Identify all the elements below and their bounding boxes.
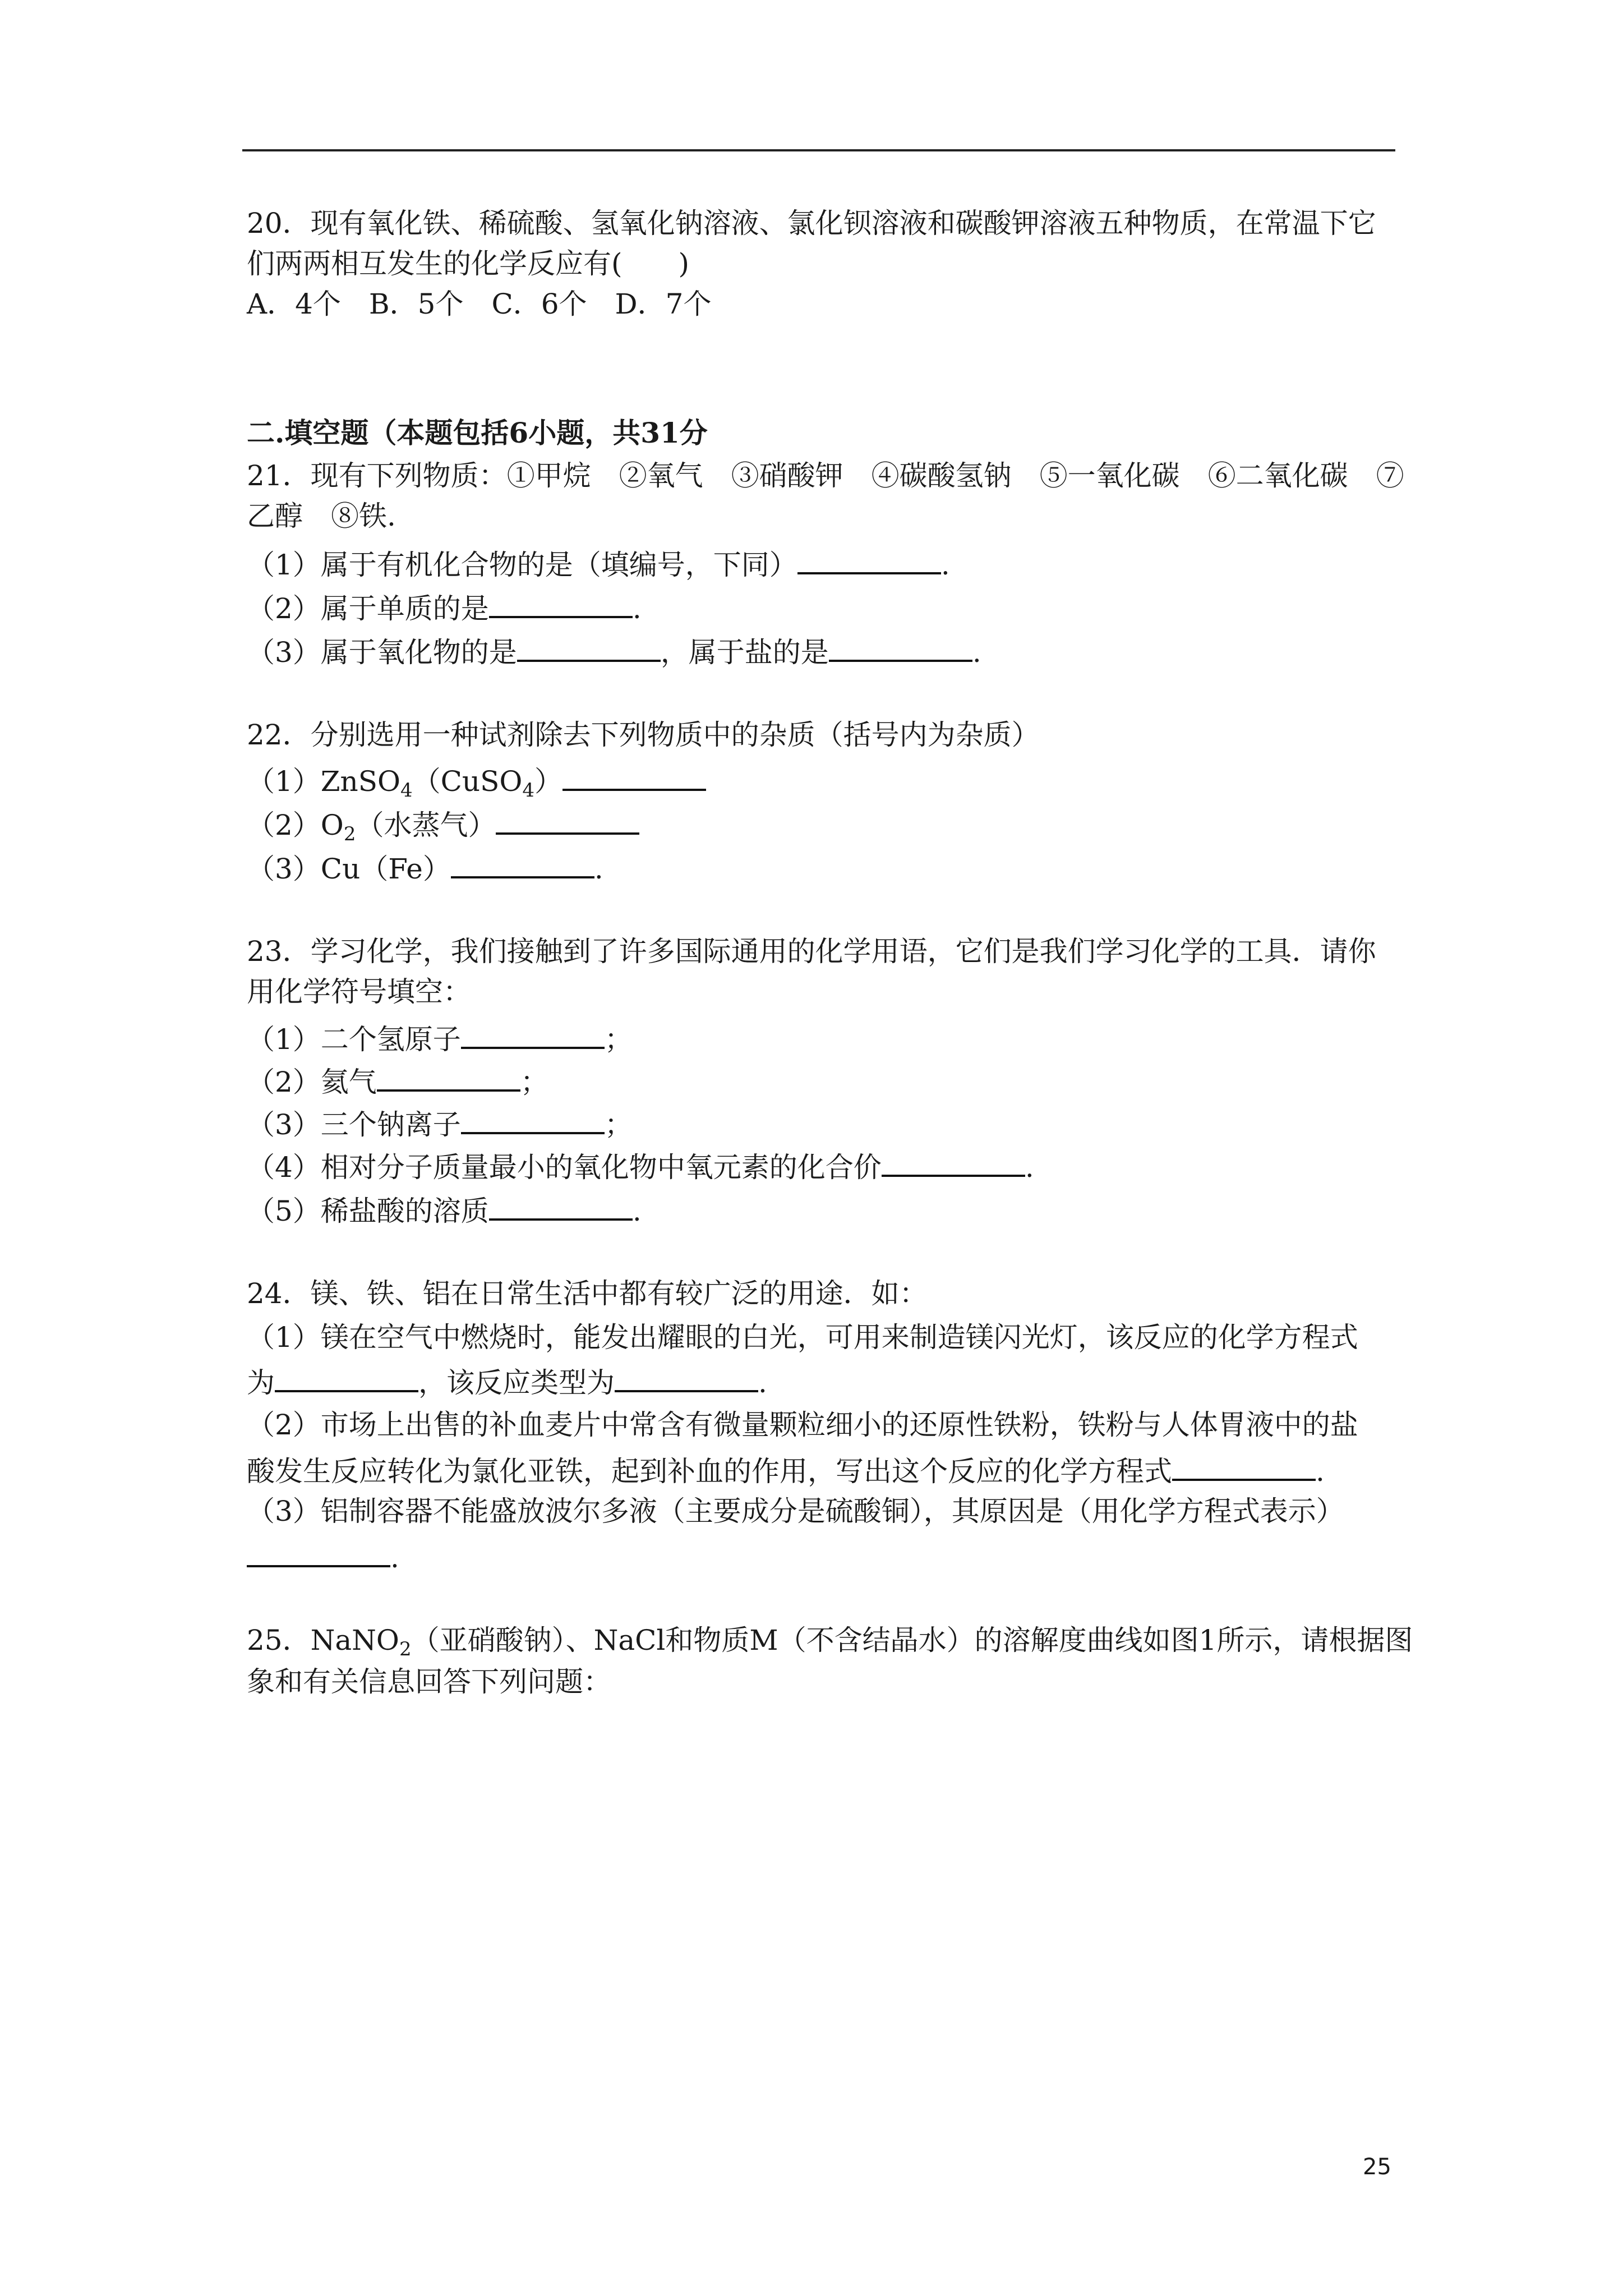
q22-part1-text-a: （1）ZnSO xyxy=(247,765,400,798)
q24-part1-text-c: ，该反应类型为 xyxy=(418,1366,615,1399)
q23-line1: 23．学习化学，我们接触到了许多国际通用的化学用语，它们是我们学习化学的工具．请你 xyxy=(247,935,1376,968)
q24-part3-line1: （3）铝制容器不能盛放波尔多液（主要成分是硫酸铜），其原因是（用化学方程式表示） xyxy=(247,1495,1344,1527)
q21-part3-blank-a[interactable] xyxy=(517,633,661,662)
q23-part3 xyxy=(247,1105,633,1142)
q22-line1: 22．分别选用一种试剂除去下列物质中的杂质（括号内为杂质） xyxy=(247,719,1040,751)
q24-part3-blank[interactable] xyxy=(247,1538,390,1567)
q25-sub: 2 xyxy=(399,1638,412,1660)
q21-part1-blank[interactable] xyxy=(797,545,941,574)
q24-part2-text-b: 酸发生反应转化为氯化亚铁，起到补血的作用，写出这个反应的化学方程式 xyxy=(247,1455,1172,1488)
q20-line1: 20．现有氧化铁、稀硫酸、氢氧化钠溶液、氯化钡溶液和碳酸钾溶液五种物质，在常温下它 xyxy=(247,207,1376,240)
q22-part1-sub2: 4 xyxy=(522,779,534,802)
q23-part4-text: （4）相对分子质量最小的氧化物中氧元素的化合价 xyxy=(247,1151,882,1184)
q21-part2-blank[interactable] xyxy=(489,589,633,618)
q21-part1 xyxy=(247,545,950,582)
q22-part2-sub: 2 xyxy=(343,823,356,845)
header-rule xyxy=(242,149,1395,151)
q21-part3-blank-b[interactable] xyxy=(829,633,972,662)
q24-part2-line1: （2）市场上出售的补血麦片中常含有微量颗粒细小的还原性铁粉，铁粉与人体胃液中的盐 xyxy=(247,1409,1358,1441)
q24-part1-blank-b[interactable] xyxy=(615,1363,758,1392)
q24-line1: 24．镁、铁、铝在日常生活中都有较广泛的用途．如： xyxy=(247,1277,928,1310)
q21-part3-text-a: （3）属于氧化物的是 xyxy=(247,636,517,669)
q23-part3-end: ； xyxy=(604,1108,633,1141)
q25-line2: 象和有关信息回答下列问题： xyxy=(247,1665,611,1698)
q22-part2-text-a: （2）O xyxy=(247,809,344,841)
q24-part1-blank-a[interactable] xyxy=(275,1363,418,1392)
q22-part1-text-b: （CuSO xyxy=(412,765,523,798)
q23-part5-text: （5）稀盐酸的溶质 xyxy=(247,1195,489,1227)
q23-part4-end: . xyxy=(1025,1151,1034,1184)
q21-part1-text: （1）属于有机化合物的是（填编号，下同） xyxy=(247,549,797,581)
q24-part1-text-b: 为 xyxy=(247,1366,275,1399)
q23-part3-text: （3）三个钠离子 xyxy=(247,1108,461,1141)
q22-part1-text-c: ） xyxy=(534,765,562,798)
q21-part3 xyxy=(247,633,981,669)
q22-part3-end: . xyxy=(594,853,603,885)
page-number: 25 xyxy=(1363,2154,1391,2180)
q21-part2-text: （2）属于单质的是 xyxy=(247,592,489,625)
q20-line2: 们两两相互发生的化学反应有( ) xyxy=(247,247,690,280)
q22-part3-text: （3）Cu（Fe） xyxy=(247,853,451,885)
q24-part3-line2 xyxy=(247,1538,399,1575)
q22-part3-blank[interactable] xyxy=(451,849,594,878)
q21-part2-end: . xyxy=(632,592,642,625)
q22-part1-blank[interactable] xyxy=(562,762,706,791)
q24-part1-end: . xyxy=(758,1366,767,1399)
q25-line1 xyxy=(247,1623,1413,1660)
q24-part2-blank[interactable] xyxy=(1172,1452,1316,1481)
q23-part5-end: . xyxy=(632,1195,642,1227)
q21-part1-end: . xyxy=(940,549,950,581)
q24-part1-line1: （1）镁在空气中燃烧时，能发出耀眼的白光，可用来制造镁闪光灯，该反应的化学方程式 xyxy=(247,1321,1358,1354)
q23-part5 xyxy=(247,1191,642,1228)
q21-part3-end: . xyxy=(972,636,981,669)
q25-text-a: 25．NaNO xyxy=(247,1624,399,1657)
section-2-title: 二.填空题（本题包括6小题，共31分 xyxy=(247,416,708,449)
q24-part1-line2 xyxy=(247,1363,767,1400)
q24-part2-line2 xyxy=(247,1452,1325,1488)
q22-part1-sub1: 4 xyxy=(400,779,413,802)
q23-part2 xyxy=(247,1062,548,1099)
q21-line2: 乙醇 ⑧铁. xyxy=(247,500,396,532)
q25-text-b: （亚硝酸钠）、NaCl和物质M（不含结晶水）的溶解度曲线如图1所示，请根据图 xyxy=(411,1624,1413,1657)
q23-part1-blank[interactable] xyxy=(461,1020,605,1049)
q22-part3 xyxy=(247,849,603,886)
q22-part1 xyxy=(247,762,706,802)
q23-line2: 用化学符号填空： xyxy=(247,976,471,1008)
q21-part2 xyxy=(247,589,642,625)
q23-part1-text: （1）二个氢原子 xyxy=(247,1023,461,1056)
q23-part1 xyxy=(247,1020,633,1056)
q22-part2-text-b: （水蒸气） xyxy=(356,809,496,841)
q22-part2-blank[interactable] xyxy=(496,806,639,835)
q24-part3-end: . xyxy=(390,1542,399,1574)
q23-part1-end: ； xyxy=(604,1023,633,1056)
q21-line1: 21．现有下列物质：①甲烷 ②氧气 ③硝酸钾 ④碳酸氢钠 ⑤一氧化碳 ⑥二氧化碳 ⑦ xyxy=(247,459,1404,492)
q20-options: A．4个 B．5个 C．6个 D．7个 xyxy=(247,288,712,320)
q21-part3-text-b: ，属于盐的是 xyxy=(660,636,829,669)
q24-part2-end: . xyxy=(1316,1455,1325,1488)
q23-part2-text: （2）氦气 xyxy=(247,1066,377,1098)
q22-part2 xyxy=(247,806,639,845)
q23-part3-blank[interactable] xyxy=(461,1105,605,1134)
q23-part4-blank[interactable] xyxy=(882,1148,1025,1177)
q23-part4 xyxy=(247,1148,1034,1184)
q23-part5-blank[interactable] xyxy=(489,1191,633,1221)
q23-part2-blank[interactable] xyxy=(377,1062,520,1092)
q23-part2-end: ； xyxy=(520,1066,548,1098)
